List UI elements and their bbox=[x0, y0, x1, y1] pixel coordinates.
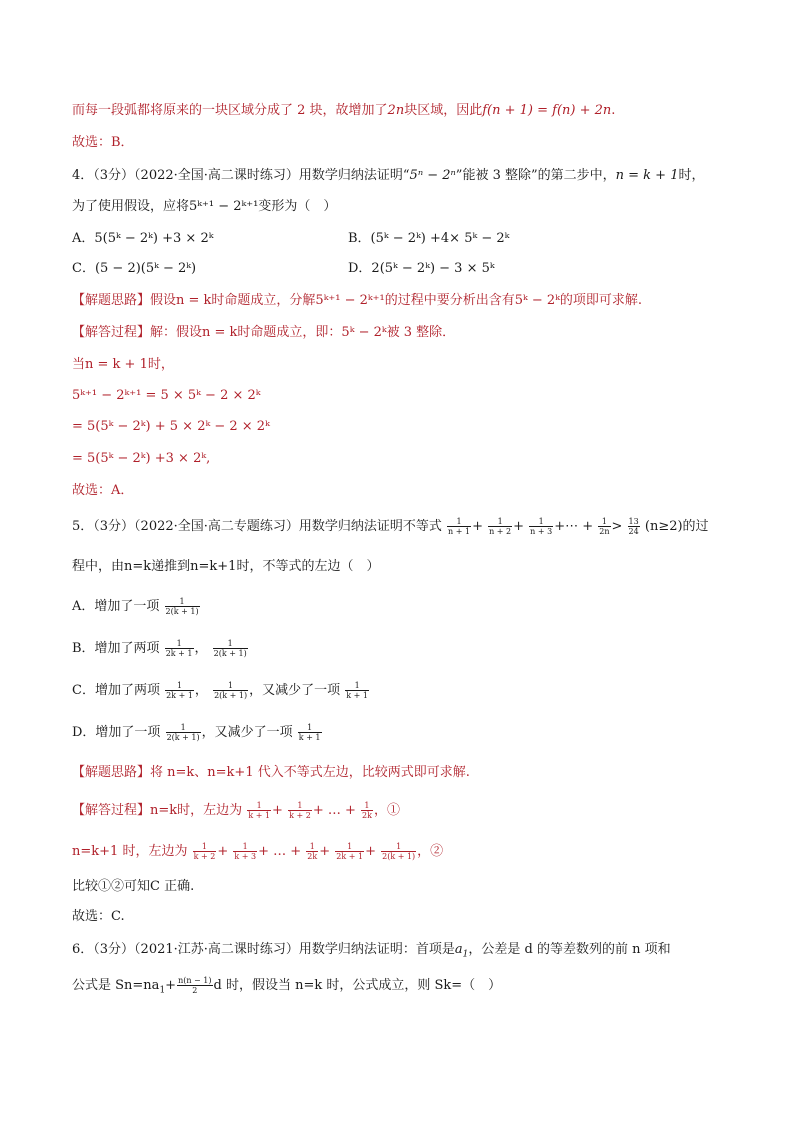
fraction: $\frac{1}{2k}$ bbox=[362, 801, 372, 820]
math: 5ᵏ⁺¹ − 2ᵏ⁺¹ bbox=[189, 199, 259, 214]
fraction: $\frac{1}{2k + 1}$ bbox=[165, 639, 193, 658]
text: A．增加了一项 bbox=[72, 599, 160, 614]
option-d: D．2(5ᵏ − 2ᵏ) − 3 × 5ᵏ bbox=[348, 261, 495, 276]
fraction: $\frac{1}{2n}$ bbox=[599, 517, 610, 536]
text: ，② bbox=[417, 844, 444, 859]
solution-process bbox=[72, 323, 455, 343]
solution-continuation bbox=[72, 101, 615, 121]
fraction: $\frac{1}{k + 2}$ bbox=[193, 842, 216, 861]
answer-line: 故选：A． bbox=[72, 483, 134, 498]
step: = 5(5ᵏ − 2ᵏ) +3 × 2ᵏ, bbox=[72, 451, 211, 466]
option-b: B．增加了两项 $\frac{1}{2k + 1}$ ， $\frac{1}{2(k + 1)}$ bbox=[72, 639, 247, 658]
fraction: $\frac{1}{2(k + 1)}$ bbox=[213, 639, 247, 658]
text: . bbox=[611, 103, 616, 118]
question-6-stem bbox=[72, 940, 671, 960]
text: 假设n = k时命题成立，分解5ᵏ⁺¹ − 2ᵏ⁺¹的过程中要分析出含有5ᵏ − 2ᵏ的项即可求解. bbox=[150, 293, 643, 308]
option-d bbox=[72, 723, 323, 743]
text: ”能被 3 整除”的第二步中， bbox=[455, 168, 616, 183]
text: 6．（3分）（2021·江苏·高二课时练习）用数学归纳法证明：首项是 bbox=[72, 942, 455, 957]
text: 解：假设n = k时命题成立，即：5ᵏ − 2ᵏ被 3 整除． bbox=[150, 325, 456, 340]
fraction: $\frac{1}{n + 1}$ bbox=[448, 517, 471, 536]
text: ，又减少了一项 bbox=[249, 683, 341, 698]
fraction: $\frac{1}{2(k + 1)}$ bbox=[165, 597, 199, 616]
text: n=k时，左边为 bbox=[150, 803, 243, 818]
text: 5．（3分）（2022·全国·高二专题练习）用数学归纳法证明不等式 bbox=[72, 519, 442, 534]
text: ，又减少了一项 bbox=[201, 725, 293, 740]
text: 块区域，因此 bbox=[404, 103, 483, 118]
math: 5ⁿ − 2ⁿ bbox=[409, 168, 456, 183]
text: 时， bbox=[678, 168, 705, 183]
text: 将 n=k、n=k+1 代入不等式左边，比较两式即可求解. bbox=[150, 765, 470, 780]
math: n = k + 1 bbox=[615, 168, 679, 183]
label: 【解题思路】 bbox=[72, 293, 151, 308]
text: C．增加了两项 bbox=[72, 683, 160, 698]
fraction: $\frac{1}{n + 3}$ bbox=[530, 517, 553, 536]
text: n=k+1 时，左边为 bbox=[72, 844, 188, 859]
fraction: $\frac{1}{n + 2}$ bbox=[489, 517, 512, 536]
fraction: $\frac{1}{2k + 1}$ bbox=[166, 681, 193, 700]
fraction: $\frac{1}{k + 2}$ bbox=[289, 801, 311, 820]
label: 【解答过程】 bbox=[72, 325, 151, 340]
option-a: A．5(5ᵏ − 2ᵏ) +3 × 2ᵏ bbox=[72, 231, 214, 246]
fraction: $\frac{n(n - 1)}{2}$ bbox=[178, 976, 212, 995]
text: d 时，假设当 n=k 时，公式成立，则 Sk=（ ） bbox=[213, 978, 502, 993]
comparison: 比较①②可知C 正确. bbox=[72, 879, 195, 894]
text: B．增加了两项 bbox=[72, 641, 160, 656]
solution-process: 【解答过程】n=k时，左边为 $\frac{1}{k + 1}$ + $\frac{1}{k + 2}$ + … + $\frac{1}{2k}$ ，① bbox=[72, 801, 400, 820]
question-4-stem bbox=[72, 166, 704, 186]
fraction: $\frac{1}{2(k + 1)}$ bbox=[166, 723, 200, 742]
option-c: C．(5 − 2)(5ᵏ − 2ᵏ) bbox=[72, 261, 197, 276]
option-c: C．增加了两项 $\frac{1}{2k + 1}$ ， $\frac{1}{2(k + 1)}$ ，又减少了一项 $\frac{1}{k + 1}$ bbox=[72, 681, 369, 700]
option-b: B．(5ᵏ − 2ᵏ) +4× 5ᵏ − 2ᵏ bbox=[348, 231, 510, 246]
solution-idea bbox=[72, 763, 470, 783]
text: 变形为（ ） bbox=[258, 199, 337, 214]
option-a bbox=[72, 597, 201, 617]
text: (n≥2)的过 bbox=[644, 519, 709, 534]
question-5-stem: 5．（3分）（2022·全国·高二专题练习）用数学归纳法证明不等式 $\frac{1}{n + 1}$ + $\frac{1}{n + 2}$ + $\frac{1}{n + 3}$ +⋯ + $\frac{1}{2n}$ > $\frac{13}{24}$ (n≥2)的过 bbox=[72, 517, 709, 536]
text: ，① bbox=[373, 803, 400, 818]
text: 而每一段弧都将原来的一块区域分成了 2 块，故增加了 bbox=[72, 103, 388, 118]
fraction: $\frac{1}{k + 1}$ bbox=[248, 801, 271, 820]
text: 4．（3分）（2022·全国·高二课时练习）用数学归纳法证明“ bbox=[72, 168, 410, 183]
math: $a_1$ bbox=[454, 942, 469, 960]
fraction: $\frac{1}{2k + 1}$ bbox=[336, 842, 364, 861]
fraction: $\frac{13}{24}$ bbox=[628, 517, 639, 536]
math-formula: f(n + 1) = f(n) + 2n bbox=[482, 103, 612, 118]
fraction: $\frac{1}{2(k + 1)}$ bbox=[382, 842, 416, 861]
text: 为了使用假设，应将 bbox=[72, 199, 190, 214]
question-5-stem-2: 程中，由n=k递推到n=k+1时，不等式的左边（ ） bbox=[72, 559, 380, 574]
step: 当n = k + 1时， bbox=[72, 357, 174, 372]
math: 2n bbox=[387, 103, 405, 118]
fraction: $\frac{1}{k + 1}$ bbox=[346, 681, 369, 700]
fraction: $\frac{1}{k + 3}$ bbox=[234, 842, 257, 861]
question-6-stem-2: 公式是 $Sn=na_1+$ $\frac{n(n - 1)}{2}$ d 时，假设当 n=k 时，公式成立，则 Sk=（ ） bbox=[72, 976, 502, 996]
text: D．增加了一项 bbox=[72, 725, 161, 740]
text: 公式是 Sn=na bbox=[72, 978, 160, 993]
label: 【解答过程】 bbox=[72, 803, 151, 818]
text: ，公差是 d 的等差数列的前 n 项和 bbox=[468, 942, 671, 957]
fraction: $\frac{1}{2k}$ bbox=[307, 842, 318, 861]
step: = 5(5ᵏ − 2ᵏ) + 5 × 2ᵏ − 2 × 2ᵏ bbox=[72, 419, 270, 434]
fraction: $\frac{1}{k + 1}$ bbox=[298, 723, 321, 742]
label: 【解题思路】 bbox=[72, 765, 151, 780]
step: 5ᵏ⁺¹ − 2ᵏ⁺¹ = 5 × 5ᵏ − 2 × 2ᵏ bbox=[72, 388, 261, 403]
question-4-stem-2 bbox=[72, 197, 336, 217]
solution-idea bbox=[72, 291, 642, 311]
fraction: $\frac{1}{2(k + 1)}$ bbox=[214, 681, 248, 700]
answer-line: 故选：B． bbox=[72, 135, 134, 150]
solution-step: n=k+1 时，左边为 $\frac{1}{k + 2}$ + $\frac{1}{k + 3}$ + … + $\frac{1}{2k}$ + $\frac{1}{2k + 1}$ + $\frac{1}{2(k + 1)}$ ，② bbox=[72, 842, 444, 861]
answer-line: 故选：C. bbox=[72, 909, 125, 924]
